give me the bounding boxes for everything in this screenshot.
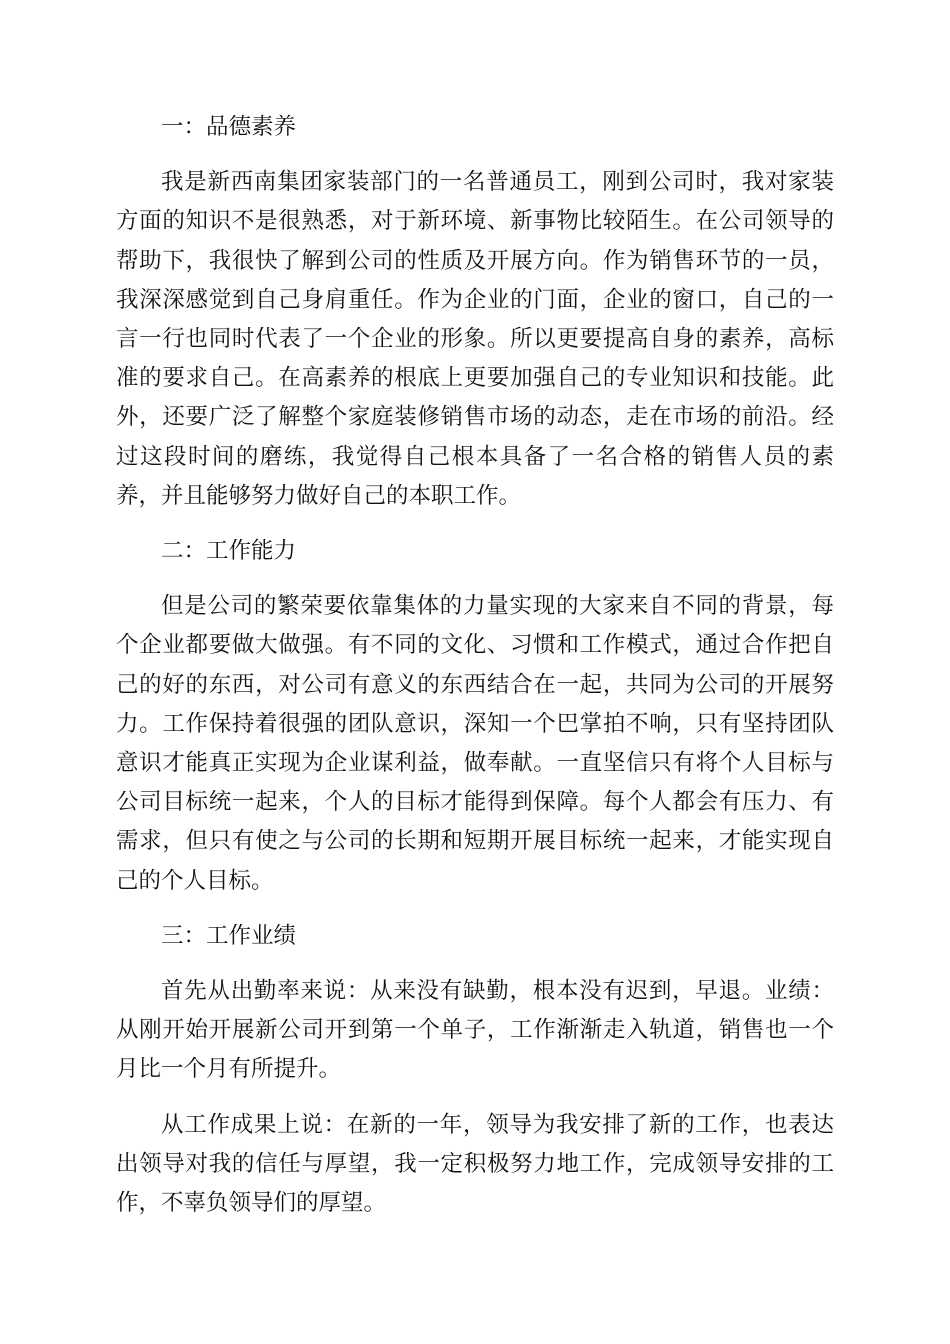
document-body	[116, 108, 834, 1239]
section-3-paragraph-2: 从工作成果上说：在新的一年，领导为我安排了新的工作，也表达出领导对我的信任与厚望，我一定积极努力地工作，完成领导安排的工作，不辜负领导们的厚望。	[116, 1111, 834, 1217]
section-heading-2: 二：工作能力	[161, 538, 297, 565]
section-2-paragraph-1: 但是公司的繁荣要依靠集体的力量实现的大家来自不同的背景，每个企业都要做大做强。有不同的文化、习惯和工作模式，通过合作把自己的好的东西，对公司有意义的东西结合在一起，共同为公司的开展努力。工作保持着很强的团队意识，深知一个巴掌拍不响，只有坚持团队意识才能真正实现为企业谋利益，做奉献。一直坚信只有将个人目标与公司目标统一起来，个人的目标才能得到保障。每个人都会有压力、有需求，但只有使之与公司的长期和短期开展目标统一起来，才能实现自己的个人目标。	[116, 593, 834, 894]
section-3-paragraph-1: 首先从出勤率来说：从来没有缺勤，根本没有迟到，早退。业绩：从刚开始开展新公司开到第一个单子，工作渐渐走入轨道，销售也一个月比一个月有所提升。	[116, 978, 834, 1083]
section-heading-3: 三：工作业绩	[161, 922, 297, 949]
section-heading-1: 一：品德素养	[161, 114, 297, 140]
section-1-paragraph-1: 我是新西南集团家装部门的一名普通员工，刚到公司时，我对家装方面的知识不是很熟悉，对于新环境、新事物比较陌生。在公司领导的帮助下，我很快了解到公司的性质及开展方向。作为销售环节的一员，我深深感觉到自己身肩重任。作为企业的门面，企业的窗口，自己的一言一行也同时代表了一个企业的形象。所以更要提高自身的素养，高标准的要求自己。在高素养的根底上更要加强自己的专业知识和技能。此外，还要广泛了解整个家庭装修销售市场的动态，走在市场的前沿。经过这段时间的磨练，我觉得自己根本具备了一名合格的销售人员的素养，并且能够努力做好自己的本职工作。	[116, 169, 834, 509]
